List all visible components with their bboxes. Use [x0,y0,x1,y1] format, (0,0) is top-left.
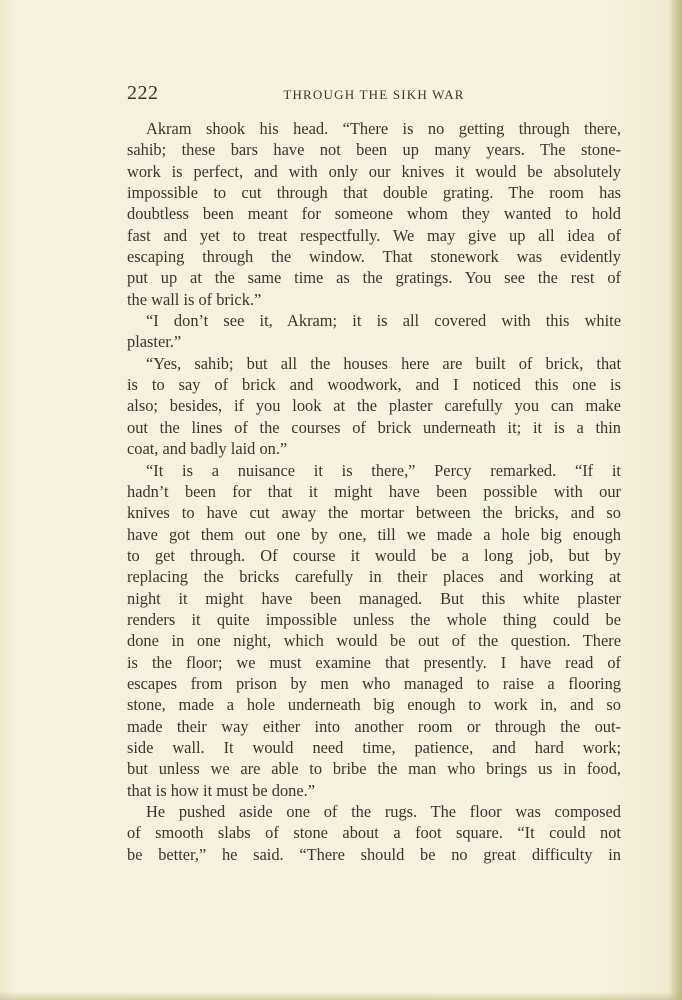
text-line: escapes from prison by men who managed to raise a flooring [127,673,621,693]
page-header [127,82,621,106]
text-line: side wall. It would need time, patience, and hard work; [127,737,621,757]
text-line: fast and yet to treat respectfully. We may give up all idea of [127,225,621,245]
text-line: that is how it must be done.” [127,780,316,800]
text-line: coat, and badly laid on.” [127,439,288,459]
text-line: “Yes, sahib; but all the houses here are built of brick, that [146,353,621,373]
text-line: replacing the bricks carefully in their places and working at [127,567,621,587]
text-line: escaping through the window. That stonework was evidently [127,247,621,267]
page-number: 222 [127,82,159,104]
text-line: plaster.” [127,332,182,352]
text-line: out the lines of the courses of brick underneath it; it is a thin [127,417,621,437]
page-edge-shadow [670,0,682,1000]
text-line: doubtless been meant for someone whom they wanted to hold [127,204,621,224]
text-line: “I don’t see it, Akram; it is all covered with this white [146,311,621,331]
page-bottom-edge [0,992,682,1000]
text-line: “It is a nuisance it is there,” Percy remarked. “If it [146,460,621,480]
running-head: THROUGH THE SIKH WAR [283,87,465,102]
text-line: impossible to cut through that double grating. The room has [127,183,621,203]
text-line: is to say of brick and woodwork, and I noticed this one is [127,375,621,395]
text-line: is the floor; we must examine that presently. I have read of [127,652,621,672]
text-line: knives to have cut away the mortar between the bricks, and so [127,503,621,523]
text-line: be better,” he said. “There should be no great difficulty in [127,844,621,864]
text-line: renders it quite impossible unless the whole thing could be [127,609,621,629]
text-line: hadn’t been for that it might have been possible with our [127,481,621,501]
text-line: have got them out one by one, till we made a hole big enough [127,524,621,544]
text-line: Akram shook his head. “There is no getting through there, [146,119,621,138]
text-line: done in one night, which would be out of the question. There [127,631,621,651]
text-line: stone, made a hole underneath big enough to work in, and so [127,695,621,715]
text-line: but unless we are able to bribe the man who brings us in food, [127,759,621,779]
text-line: He pushed aside one of the rugs. The floor was composed [146,802,621,821]
text-line: the wall is of brick.” [127,289,262,309]
text-line: work is perfect, and with only our knives it would be absolutely [127,161,621,181]
text-line: made their way either into another room or through the out- [127,716,621,736]
text-line: put up at the same time as the gratings. You see the rest of [127,268,621,288]
text-line: also; besides, if you look at the plaster carefully you can make [127,396,621,416]
text-line: to get through. Of course it would be a long job, but by [127,545,621,565]
body-text [127,118,621,865]
text-line: sahib; these bars have not been up many years. The stone- [127,140,621,160]
text-line: of smooth slabs of stone about a foot square. “It could not [127,823,621,843]
text-line: night it might have been managed. But this white plaster [127,588,621,608]
